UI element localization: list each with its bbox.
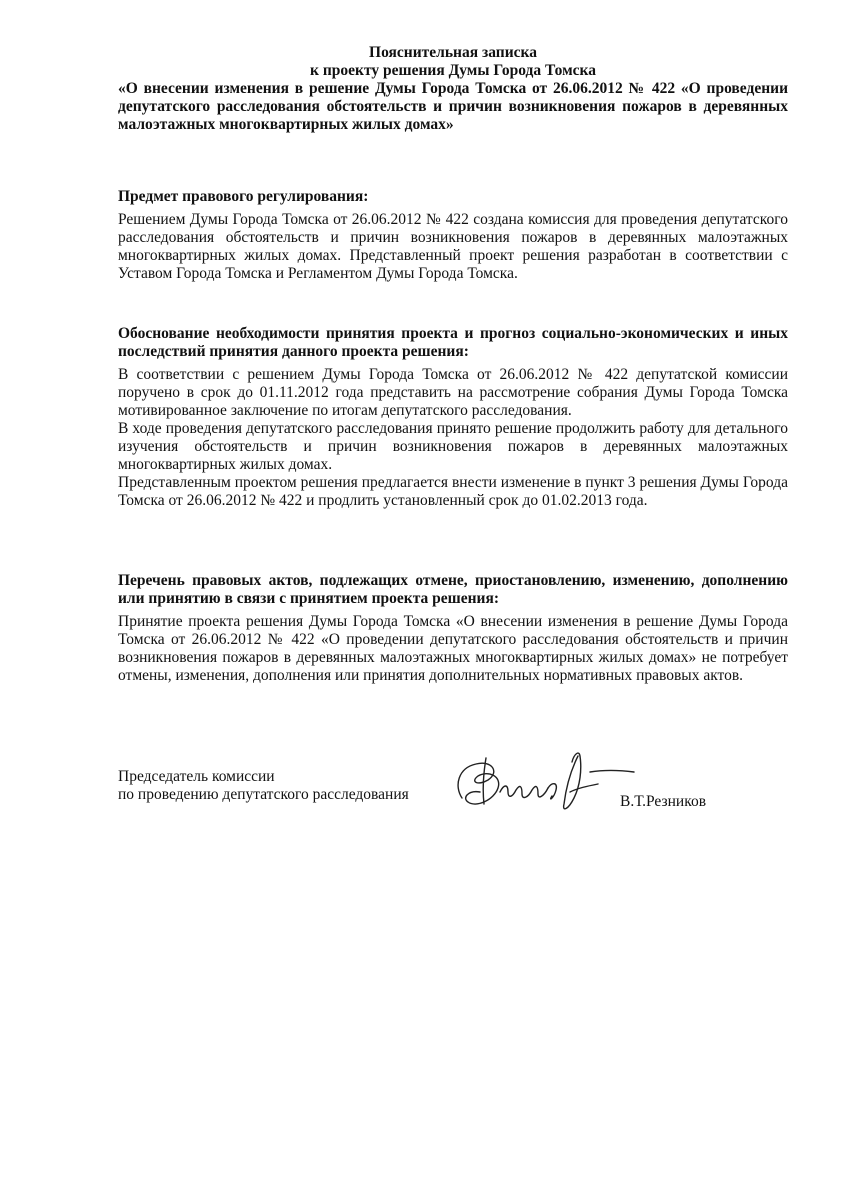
signatory-title-line-1: Председатель комиссии [118,768,275,785]
section-text: Решением Думы Города Томска от 26.06.2012 № 422 создана комиссия для проведения депутатского расследования обстоятельств и причин возникновения пожаров в деревянных малоэтажных многоквартирных жилых домах. Представленный проект решения разработан в соответствии с Уставом Города Томска и Регламентом Думы Города Томска. [118,211,788,282]
section-paragraph: В ходе проведения депутатского расследования принято решение продолжить работу для детального изучения обстоятельств и причин возникновения пожаров в деревянных малоэтажных многоквартирных жилых домах. [118,420,788,473]
section-heading: Перечень правовых актов, подлежащих отмене, приостановлению, изменению, дополнению или принятию в связи с принятием проекта решения: [118,572,788,607]
section-legal-subject [118,188,788,283]
section-legal-acts [118,572,788,685]
title-line-2: к проекту решения Думы Города Томска [310,62,596,79]
section-text: Принятие проекта решения Думы Города Томска «О внесении изменения в решение Думы Города Томска от 26.06.2012 № 422 «О проведении депутатского расследования обстоятельств и причин возникновения пожаров в деревянных малоэтажных многоквартирных жилых домах» не потребует отмены, изменения, дополнения или принятия дополнительных нормативных правовых актов. [118,613,788,684]
signature-block [118,768,788,828]
section-paragraph: Представленным проектом решения предлагается внести изменение в пункт 3 решения Думы Города Томска от 26.06.2012 № 422 и продлить установленный срок до 01.02.2013 года. [118,474,788,509]
signatory-name: В.Т.Резников [620,793,707,810]
title-line-1: Пояснительная записка [369,44,537,61]
section-paragraph: В соответствии с решением Думы Города Томска от 26.06.2012 № 422 депутатской комиссии поручено в срок до 01.11.2012 года представить на рассмотрение собрания Думы Города Томска мотивированное заключение по итогам депутатского расследования. [118,366,788,419]
section-heading: Предмет правового регулирования: [118,188,369,205]
section-heading: Обоснование необходимости принятия проекта и прогноз социально-экономических и иных последствий принятия данного проекта решения: [118,325,788,360]
section-justification [118,325,788,510]
handwritten-signature [448,746,638,826]
signatory-title-line-2: по проведению депутатского расследования [118,786,409,803]
signatory-title [118,768,478,804]
document-title [118,44,788,134]
title-subject: «О внесении изменения в решение Думы Города Томска от 26.06.2012 № 422 «О проведении депутатского расследования обстоятельств и причин возникновения пожаров в деревянных малоэтажных многоквартирных жилых домах» [118,80,788,133]
